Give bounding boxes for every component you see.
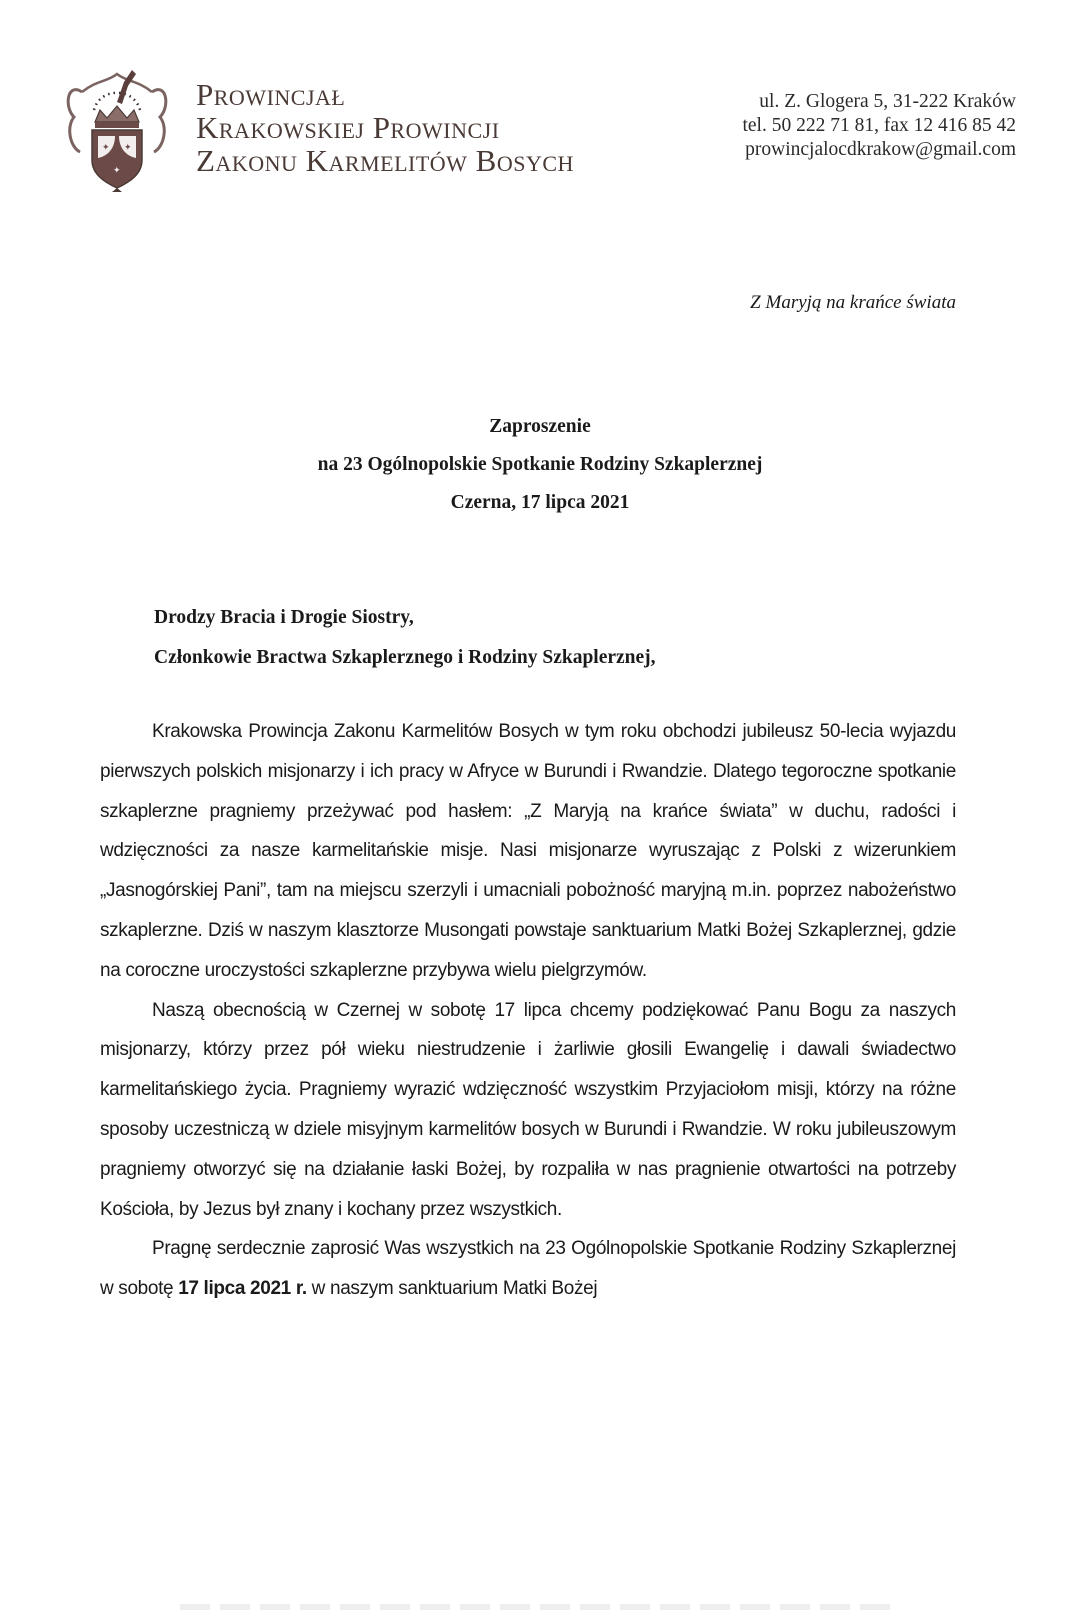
paragraph-1: Krakowska Prowincja Zakonu Karmelitów Bosych w tym roku obchodzi jubileusz 50-lecia wyjazdu pierwszych polskich misjonarzy i ich pracy w Afryce w Burundi i Rwandzie. Dlatego tegoroczne spotkanie szkaplerzne pragniemy przeżywać pod hasłem: „Z Maryją na krańce świata” w duchu, radości i wdzięczności za nasze karmelitańskie misje. Nasi misjonarze wyruszając z Polski z wizerunkiem „Jasnogórskiej Pani”, tam na miejscu szerzyli i umacniali pobożność maryjną m.in. poprzez nabożeństwo szkaplerzne. Dziś w naszym klasztorze Musongati powstaje sanktuarium Matki Bożej Szkaplerznej, gdzie na coroczne uroczystości szkaplerzne przybywa wielu pielgrzymów. — [100, 721, 956, 981]
email: prowincjalocdkrakow@gmail.com — [745, 139, 1016, 160]
salutation-line-1: Drodzy Bracia i Drogie Siostry, — [154, 607, 414, 628]
salutation-line-2: Członkowie Bractwa Szkaplerznego i Rodziny Szkaplerznej, — [154, 647, 656, 668]
svg-text:✦: ✦ — [102, 143, 110, 153]
title-line-1: Zaproszenie — [489, 416, 591, 437]
event-date-bold: 17 lipca 2021 r. — [178, 1278, 307, 1300]
org-name-line-1: Prowincjał — [196, 77, 346, 112]
title-line-2: na 23 Ogólnopolskie Spotkanie Rodziny Szkaplerznej — [317, 454, 763, 475]
letterhead — [0, 0, 1080, 200]
organization-name — [196, 78, 574, 177]
salutation — [154, 598, 656, 678]
motto: Z Maryją na krańce świata — [750, 292, 956, 313]
paragraph-3-text-end: w naszym sanktuarium Matki Bożej — [306, 1278, 598, 1300]
document-title — [0, 408, 1080, 522]
paragraph-3 — [100, 1229, 956, 1309]
title-line-3: Czerna, 17 lipca 2021 — [450, 492, 630, 513]
svg-text:✦: ✦ — [124, 143, 132, 153]
phone-fax: tel. 50 222 71 81, fax 12 416 85 42 — [742, 115, 1016, 136]
address: ul. Z. Glogera 5, 31-222 Kraków — [759, 91, 1016, 112]
scan-bleed-through — [180, 1604, 900, 1610]
paragraph-2: Naszą obecnością w Czernej w sobotę 17 lipca chcemy podziękować Panu Bogu za naszych misjonarzy, którzy przez pół wieku niestrudzenie i żarliwie głosili Ewangelię i dawali świadectwo karmelitańskiego życia. Pragniemy wyrazić wdzięczność wszystkim Przyjaciołom misji, którzy na różne sposoby uczestniczą w dziele misyjnym karmelitów bosych w Burundi i Rwandzie. W roku jubileuszowym pragniemy otworzyć się na działanie łaski Bożej, by rozpaliła w nas pragnienie otwartości na potrzeby Kościoła, by Jezus był znany i kochany przez wszystkich. — [100, 999, 956, 1220]
carmelite-coat-of-arms-icon — [62, 52, 172, 192]
svg-text:✦: ✦ — [113, 166, 121, 176]
letter-body — [100, 712, 956, 1309]
org-name-line-2: Krakowskiej Prowincji — [196, 110, 500, 145]
paragraph-3-text: Pragnę serdecznie zaprosić Was wszystkich na 23 Ogólnopolskie Spotkanie Rodziny Szkaplerznej w sobotę — [100, 1238, 956, 1300]
org-name-line-3: Zakonu Karmelitów Bosych — [196, 143, 574, 178]
contact-info — [742, 90, 1016, 162]
